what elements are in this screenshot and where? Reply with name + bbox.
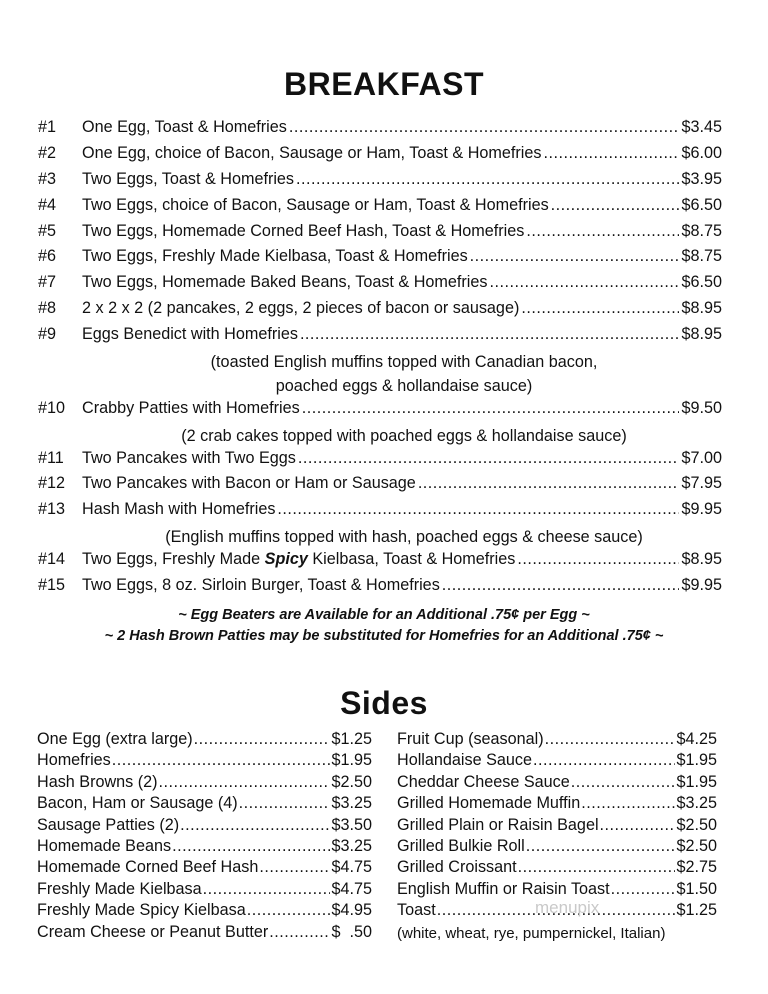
side-price: $1.95 xyxy=(331,751,372,770)
item-price: $8.75 xyxy=(681,221,722,240)
menu-item xyxy=(38,449,722,475)
item-name: Two Pancakes with Two Eggs xyxy=(82,448,296,467)
menu-item xyxy=(38,299,722,325)
side-item xyxy=(37,730,372,751)
watermark: menupix xyxy=(535,898,600,917)
item-number: #3 xyxy=(38,169,57,188)
side-price: $ .50 xyxy=(331,922,372,941)
item-number: #11 xyxy=(38,448,64,467)
side-item xyxy=(397,794,717,815)
menu-item xyxy=(38,196,722,222)
side-name: Hash Browns (2) xyxy=(37,772,158,791)
dot-leader xyxy=(600,816,676,835)
item-price: $3.45 xyxy=(681,118,722,136)
side-item xyxy=(397,816,717,837)
toast-note: (white, wheat, rye, pumpernickel, Italian) xyxy=(397,924,666,942)
dot-leader xyxy=(571,773,676,792)
side-name: Cream Cheese or Peanut Butter xyxy=(37,922,269,941)
item-number: #1 xyxy=(38,118,57,136)
item-name: Two Eggs, Freshly Made Kielbasa, Toast & Homefries xyxy=(82,247,468,266)
side-item xyxy=(37,858,372,879)
side-price: $1.25 xyxy=(676,901,717,920)
item-number: #14 xyxy=(38,550,66,569)
menu-item xyxy=(38,576,722,602)
item-price: $9.50 xyxy=(681,398,722,417)
side-name: Homemade Beans xyxy=(37,836,172,855)
item-name-part: Two Eggs, Freshly Made xyxy=(82,550,265,569)
dot-leader xyxy=(418,474,680,493)
dot-leader xyxy=(298,449,680,468)
item-name: Two Eggs, Homemade Baked Beans, Toast & Homefries xyxy=(82,273,488,292)
menu-item xyxy=(38,247,722,273)
item-number: #13 xyxy=(38,500,66,519)
side-price: $3.25 xyxy=(331,794,372,813)
side-name: Homemade Corned Beef Hash xyxy=(37,858,259,877)
note-hash-browns: ~ 2 Hash Brown Patties may be substituted for Homefries for an Additional .75¢ ~ xyxy=(104,627,664,644)
menu-item xyxy=(38,222,722,248)
item-number: #12 xyxy=(38,474,66,493)
side-item xyxy=(397,730,717,751)
sides-title: Sides xyxy=(340,685,428,721)
side-name: Toast xyxy=(397,901,436,920)
side-item xyxy=(37,816,372,837)
item-price: $7.00 xyxy=(681,448,722,467)
side-price: $3.25 xyxy=(676,794,717,813)
menu-item xyxy=(38,500,722,550)
note-egg-beaters: ~ Egg Beaters are Available for an Additional .75¢ per Egg ~ xyxy=(178,607,590,623)
dot-leader xyxy=(489,273,679,292)
item-name: One Egg, Toast & Homefries xyxy=(82,118,287,136)
item-price: $9.95 xyxy=(681,500,722,519)
menu-item xyxy=(38,273,722,299)
side-name: Homefries xyxy=(37,751,111,770)
item-price: $9.95 xyxy=(681,576,722,595)
item-price: $6.00 xyxy=(681,143,722,162)
side-price: $1.50 xyxy=(676,879,717,898)
item-number: #5 xyxy=(38,221,57,240)
side-price: $4.95 xyxy=(331,901,372,920)
item-name-emphasis: Spicy xyxy=(264,550,308,569)
item-name: Two Eggs, Homemade Corned Beef Hash, Toast & Homefries xyxy=(82,221,525,240)
sides-left-column xyxy=(37,730,372,944)
side-item xyxy=(397,751,717,772)
dot-leader xyxy=(300,325,680,344)
side-name: Grilled Bulkie Roll xyxy=(397,836,525,855)
side-item xyxy=(37,794,372,815)
side-name: Sausage Patties (2) xyxy=(37,815,180,834)
item-price: $7.95 xyxy=(681,474,722,493)
item-number: #2 xyxy=(38,143,57,162)
dot-leader xyxy=(544,144,680,163)
item-name: Two Pancakes with Bacon or Ham or Sausage xyxy=(82,474,416,493)
item-price: $3.95 xyxy=(681,169,722,188)
dot-leader xyxy=(521,299,679,318)
dot-leader xyxy=(533,751,675,770)
dot-leader xyxy=(194,730,331,749)
item-price: $8.75 xyxy=(681,247,722,266)
dot-leader xyxy=(470,247,680,266)
menu-item xyxy=(38,474,722,500)
side-name: One Egg (extra large) xyxy=(37,730,193,748)
side-name: Freshly Made Kielbasa xyxy=(37,879,202,898)
menu-item xyxy=(38,550,722,576)
dot-leader xyxy=(203,880,331,899)
side-price: $1.95 xyxy=(676,772,717,791)
dot-leader xyxy=(172,837,330,856)
side-price: $2.50 xyxy=(331,772,372,791)
side-name: Grilled Croissant xyxy=(397,858,517,877)
breakfast-title: BREAKFAST xyxy=(283,66,485,102)
item-number: #9 xyxy=(38,325,57,344)
side-price: $3.50 xyxy=(331,815,372,834)
item-number: #4 xyxy=(38,195,57,214)
item-number: #8 xyxy=(38,299,57,318)
item-description: (2 crab cakes topped with poached eggs & hollandaise sauce) xyxy=(181,426,627,445)
side-item xyxy=(37,923,372,944)
dot-leader xyxy=(277,500,679,519)
side-price: $2.50 xyxy=(676,836,717,855)
side-item xyxy=(397,837,717,858)
side-item xyxy=(37,751,372,772)
item-number: #10 xyxy=(38,398,66,417)
dot-leader xyxy=(296,170,679,189)
side-price: $4.25 xyxy=(676,730,717,748)
item-number: #15 xyxy=(38,576,66,595)
dot-leader xyxy=(611,880,676,899)
breakfast-list xyxy=(38,118,722,602)
item-name-part: Kielbasa, Toast & Homefries xyxy=(307,550,516,569)
side-name: Hollandaise Sauce xyxy=(397,751,532,770)
dot-leader xyxy=(112,751,331,770)
side-item xyxy=(37,837,372,858)
menu-item xyxy=(38,325,722,399)
menu-item xyxy=(38,399,722,449)
side-name: Cheddar Cheese Sauce xyxy=(397,772,570,791)
item-name: Crabby Patties with Homefries xyxy=(82,398,300,417)
side-name: Grilled Homemade Muffin xyxy=(397,794,581,813)
side-name: Bacon, Ham or Sausage (4) xyxy=(37,794,238,813)
dot-leader xyxy=(526,837,676,856)
dot-leader xyxy=(289,118,680,137)
dot-leader xyxy=(302,399,680,418)
dot-leader xyxy=(239,794,331,813)
dot-leader xyxy=(247,901,331,920)
breakfast-notes xyxy=(0,605,768,646)
side-name: English Muffin or Raisin Toast xyxy=(397,879,610,898)
item-description: poached eggs & hollandaise sauce) xyxy=(275,376,533,395)
item-name xyxy=(82,550,515,569)
side-price: $4.75 xyxy=(331,879,372,898)
item-price: $6.50 xyxy=(681,195,722,214)
item-number: #7 xyxy=(38,273,57,292)
item-price: $6.50 xyxy=(681,273,722,292)
item-name: One Egg, choice of Bacon, Sausage or Ham, Toast & Homefries xyxy=(82,143,542,162)
dot-leader xyxy=(551,196,680,215)
item-number: #6 xyxy=(38,247,57,266)
dot-leader xyxy=(269,923,330,942)
item-name: 2 x 2 x 2 (2 pancakes, 2 eggs, 2 pieces of bacon or sausage) xyxy=(82,299,520,318)
item-name: Two Eggs, 8 oz. Sirloin Burger, Toast & Homefries xyxy=(82,576,440,595)
dot-leader xyxy=(159,773,331,792)
dot-leader xyxy=(517,550,679,569)
side-item xyxy=(397,858,717,879)
menu-item xyxy=(38,144,722,170)
item-name: Hash Mash with Homefries xyxy=(82,500,276,519)
side-name: Grilled Plain or Raisin Bagel xyxy=(397,815,599,834)
dot-leader xyxy=(259,858,330,877)
item-price: $8.95 xyxy=(681,325,722,344)
dot-leader xyxy=(518,858,676,877)
item-price: $8.95 xyxy=(681,550,722,569)
side-price: $2.75 xyxy=(676,858,717,877)
side-item xyxy=(37,901,372,922)
item-name: Two Eggs, Toast & Homefries xyxy=(82,169,295,188)
item-name: Two Eggs, choice of Bacon, Sausage or Ham, Toast & Homefries xyxy=(82,195,549,214)
side-price: $1.95 xyxy=(676,751,717,770)
side-name: Freshly Made Spicy Kielbasa xyxy=(37,901,246,920)
item-description: (English muffins topped with hash, poached eggs & cheese sauce) xyxy=(165,528,643,547)
item-description: (toasted English muffins topped with Canadian bacon, xyxy=(210,353,598,372)
menu-item xyxy=(38,118,722,144)
item-price: $8.95 xyxy=(681,299,722,318)
side-item xyxy=(37,880,372,901)
dot-leader xyxy=(442,576,680,595)
side-price: $4.75 xyxy=(331,858,372,877)
dot-leader xyxy=(526,222,679,241)
side-price: $3.25 xyxy=(331,836,372,855)
side-item xyxy=(37,773,372,794)
side-name: Fruit Cup (seasonal) xyxy=(397,730,544,748)
side-price: $2.50 xyxy=(676,815,717,834)
dot-leader xyxy=(581,794,675,813)
side-price: $1.25 xyxy=(331,730,372,748)
menu-item xyxy=(38,170,722,196)
item-name: Eggs Benedict with Homefries xyxy=(82,325,298,344)
dot-leader xyxy=(545,730,676,749)
side-item xyxy=(397,773,717,794)
dot-leader xyxy=(180,816,330,835)
